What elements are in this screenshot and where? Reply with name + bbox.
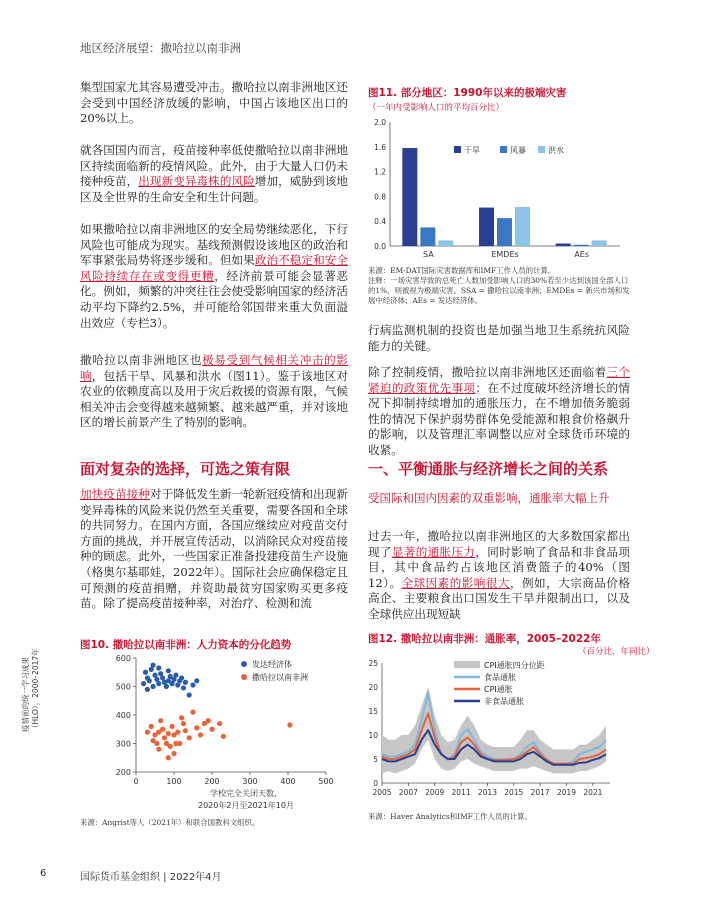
fig12-legend-iqr: CPI通胀四分位距 <box>484 661 545 670</box>
fig12-y-tick-label: 25 <box>368 659 378 668</box>
fig10-legend-marker-ssa <box>241 674 247 680</box>
fig10-x-tick-label: 100 <box>166 777 182 786</box>
fig10-source: 来源：Angrist等人（2021年）和联合国教科文组织。 <box>80 818 260 827</box>
fig10-point <box>166 731 171 736</box>
fig10-y-tick-label: 300 <box>115 739 131 749</box>
p5-text-b: 对于降低发生新一轮新冠疫情和出现新变异毒株的风险来说仍然至关重要，需要各国和全球的共同努力。在国内方面，各国应继续应对疫苗交付方面的挑战，并开展宣传活动，以消除民众对疫苗接种的顾虑。此外，一些国家正准备投建疫苗生产设施（格奥尔基耶娃，2022年）。国际社会应确保稳定且可预测的疫苗捐赠，并资助最贫穷国家购买更多疫苗。除了提高疫苗接种率，对治疗、检测和流 <box>80 487 348 611</box>
fig10-point <box>194 725 199 730</box>
left-paragraph-2 <box>80 143 348 205</box>
fig11-bar <box>497 218 512 246</box>
fig10-y-tick-label: 600 <box>115 654 131 663</box>
p3-highlight: 政治不稳定和安全风险持续存在或变得更糟 <box>80 253 348 283</box>
fig11-bar <box>592 240 607 246</box>
fig10-y-tick-label: 400 <box>115 711 131 720</box>
fig10-point <box>198 732 203 737</box>
right-paragraph-2 <box>368 365 630 459</box>
fig11-category-label: SA <box>422 250 434 259</box>
p3-text-c: ，经济前景可能会显著恶化。例如，频繁的冲突往往会使受影响国家的经济活动平均下降约2.5%，并可能给邻国带来重大负面溢出效应（专栏3）。 <box>80 268 348 330</box>
fig10-ylabel-1: 疫情前的统一学习成果 <box>21 657 30 732</box>
left-paragraph-5 <box>80 487 348 612</box>
fig10-point <box>183 728 188 733</box>
fig11-bar <box>438 240 453 246</box>
fig10-xlabel-1: 学校完全关闭天数， <box>210 789 282 798</box>
p4-text-c: ，包括干旱、风暴和洪水（图11）。鉴于该地区对农业的依赖度高以及用于灾后救援的资源有限，气候相关冲击会变得越来越频繁、越来越严重，并对该地区的增长前景产生了特别的影响。 <box>80 368 348 430</box>
right-paragraph-1: 行病监测机制的投资也是加强当地卫生系统抗风险能力的关键。 <box>368 323 630 353</box>
fig10-legend-ssa: 撒哈拉以南非洲 <box>252 673 308 682</box>
fig10-point <box>156 747 161 752</box>
fig10-chart <box>21 648 362 815</box>
fig10-point <box>173 673 178 678</box>
fig11-legend-marker-drought <box>454 146 461 153</box>
fig11-y-tick-label: 0.4 <box>374 217 386 227</box>
fig10-point <box>156 681 161 686</box>
fig10-point <box>143 670 148 675</box>
fig10-point <box>147 678 152 683</box>
fig10-y-tick-label: 500 <box>115 682 131 692</box>
fig11-bar <box>556 244 571 246</box>
right-subheading: 受国际和国内因素的双重影响，通胀率大幅上升 <box>368 491 610 505</box>
p2-text-a: 就各国国内而言，疫苗接种率低使撒哈拉以南非洲地区持续面临新的疫情风险。此外，由于大量人口仍未接种疫苗， <box>80 143 348 189</box>
fig10-point <box>175 730 180 735</box>
fig11-legend-marker-flood <box>538 146 545 153</box>
fig10-point <box>141 681 146 686</box>
fig12-y-tick-label: 20 <box>368 683 378 692</box>
fig11-legend-flood: 洪水 <box>548 146 564 155</box>
fig12-legend-food: 食品通胀 <box>484 673 516 682</box>
fig10-point <box>187 692 192 697</box>
fig10-y-tick-label: 200 <box>115 768 131 777</box>
fig11-legend-storm: 风暴 <box>510 146 526 155</box>
fig10-point <box>209 727 214 732</box>
fig10-point <box>190 682 195 687</box>
fig11-bar <box>515 207 530 246</box>
fig10-title: 图10. 撒哈拉以南非洲：人力资本的分化趋势 <box>80 639 292 651</box>
fig12-x-tick-label: 2005 <box>372 788 392 797</box>
fig12-x-tick-label: 2015 <box>504 788 524 797</box>
fig10-legend-ae: 发达经济体 <box>252 660 292 669</box>
p2-highlight: 出现新变异毒株的风险 <box>138 174 255 189</box>
fig11-category-label: EMDEs <box>491 250 519 259</box>
rp3-text-a: 过去一年，撒哈拉以南非洲地区的大多数国家都出现了 <box>368 529 630 559</box>
rp2-highlight: 三个紧迫的政策优先事项 <box>368 365 630 395</box>
fig12-y-tick-label: 5 <box>373 755 378 764</box>
fig10-x-tick-label: 200 <box>204 777 220 786</box>
p4-text-a: 撒哈拉以南非洲地区也 <box>80 353 203 367</box>
p2-text-c: 增加，威胁到该地区及全世界的生命安全和生计问题。 <box>80 174 348 204</box>
fig12-title: 图12. 撒哈拉以南非洲：通胀率，2005–2022年 <box>368 633 601 645</box>
fig11-y-tick-label: 0.0 <box>374 242 386 251</box>
fig10-point <box>151 663 156 668</box>
fig10-point <box>171 751 176 756</box>
p3-text-a: 如果撒哈拉以南非洲地区的安全局势继续恶化，下行风险也可能成为现实。基线预测假设该地区的政治和军事紧张局势将逐步缓和。但如果 <box>80 222 348 268</box>
fig10-point <box>181 685 186 690</box>
fig12-y-tick-label: 0 <box>373 779 378 788</box>
fig10-point <box>183 680 188 685</box>
fig11-category-label: AEs <box>574 250 590 259</box>
left-paragraph-1: 集型国家尤其容易遭受冲击。撒哈拉以南非洲地区还会受到中国经济放缓的影响，中国占该地区出口的20%以上。 <box>80 80 348 126</box>
fig12-x-tick-label: 2013 <box>477 788 497 797</box>
fig12-y-tick-label: 15 <box>368 707 378 716</box>
fig12-x-tick-label: 2019 <box>556 788 577 797</box>
fig10-point <box>160 727 165 732</box>
left-paragraph-4 <box>80 353 348 431</box>
fig10-point <box>179 675 184 680</box>
fig10-point <box>170 724 175 729</box>
fig10-point <box>164 684 169 689</box>
fig10-legend-marker-ae <box>241 661 247 667</box>
fig11-y-tick-label: 1.6 <box>374 142 386 152</box>
fig10-point <box>187 735 192 740</box>
fig10-ylabel-2: （HLO），2000–2017年 <box>31 648 40 732</box>
p4-highlight: 极易受到气候相关冲击的影响 <box>80 353 348 383</box>
p5-highlight: 加快疫苗接种 <box>80 487 150 501</box>
rp2-text-a: 除了控制疫情，撒哈拉以南非洲地区还面临着 <box>368 365 607 379</box>
fig11-bar <box>420 227 435 246</box>
fig10-point <box>156 665 161 670</box>
fig10-x-tick-label: 300 <box>242 777 258 786</box>
fig11-note: 注释：一场灾害导致的总死亡人数加受影响人口的30%若至少达到该国全部人口的1%，则被视为极端灾害。SSA = 撒哈拉以南非洲；EMDEs = 新兴市场和发展中经济体；AEs = 发达经济体。 <box>368 276 630 305</box>
rp3-text-e: ，例如，大宗商品价格高企、主要粮食出口国发生干旱并限制出口，以及全球供应出现短缺 <box>368 575 630 621</box>
left-paragraph-3 <box>80 222 348 331</box>
fig10-point <box>190 710 195 715</box>
fig11-subtitle: （一年内受影响人口的平均百分比） <box>368 103 505 113</box>
fig11-bar <box>574 245 589 246</box>
footer-text: 国际货币基金组织 | 2022年4月 <box>80 872 222 883</box>
fig12-chart <box>362 655 632 810</box>
rp3-highlight-1: 显著的通胀压力 <box>391 544 476 559</box>
fig10-point <box>168 744 173 749</box>
fig11-bars <box>402 148 606 246</box>
fig12-y-tick-label: 10 <box>368 731 378 740</box>
page-header-title: 地区经济展望：撒哈拉以南非洲 <box>80 41 241 55</box>
fig10-point <box>179 715 184 720</box>
fig10-point <box>206 718 211 723</box>
fig10-point <box>166 668 171 673</box>
fig10-point <box>181 721 186 726</box>
fig11-y-tick-label: 2.0 <box>374 118 386 127</box>
fig12-subtitle: （百分比，年同比） <box>578 647 655 657</box>
fig10-point <box>166 755 171 760</box>
fig11-legend-marker-storm <box>500 146 507 153</box>
fig12-legend-nonfood: 非食品通胀 <box>484 697 524 706</box>
fig11-title: 图11. 部分地区：1990年以来的极端灾害 <box>368 87 567 99</box>
fig11-y-tick-label: 0.8 <box>374 192 386 202</box>
fig10-x-tick-label: 500 <box>318 777 334 786</box>
fig11-y-tick-label: 1.2 <box>374 167 386 177</box>
fig10-x-tick-label: 400 <box>280 777 296 786</box>
right-section-heading: 一、平衡通胀与经济增长之间的关系 <box>368 460 609 478</box>
rp3-highlight-2: 全球因素的影响很大 <box>401 575 510 590</box>
footer-page-number: 6 <box>40 868 47 879</box>
fig11-chart <box>362 112 632 264</box>
fig10-point <box>154 741 159 746</box>
fig10-point <box>149 724 154 729</box>
fig10-point <box>162 735 167 740</box>
fig10-point <box>177 741 182 746</box>
fig10-point <box>151 684 156 689</box>
fig12-x-tick-label: 2021 <box>583 788 603 797</box>
fig12-x-tick-label: 2009 <box>425 788 445 797</box>
fig11-bar <box>402 148 417 246</box>
fig12-source: 来源：Haver Analytics和IMF工作人员的计算。 <box>368 812 532 821</box>
fig10-point <box>217 721 222 726</box>
fig11-source: 来源：EM-DAT国际灾害数据库和IMF工作人员的计算。 <box>368 266 556 275</box>
fig12-x-tick-label: 2017 <box>530 788 550 797</box>
fig10-xlabel-2: 2020年2月至2021年10月 <box>198 801 294 810</box>
fig12-legend-cpi: CPI通胀 <box>484 685 513 694</box>
fig10-point <box>145 730 150 735</box>
fig10-point <box>221 734 226 739</box>
fig11-legend-drought: 干旱 <box>464 146 480 155</box>
right-paragraph-3 <box>368 529 630 623</box>
left-section-heading: 面对复杂的选择，可选之策有限 <box>80 460 291 478</box>
fig10-point <box>287 722 292 727</box>
fig10-point <box>158 718 163 723</box>
fig10-point <box>145 687 150 692</box>
fig11-bar <box>479 208 494 246</box>
fig12-x-tick-label: 2007 <box>398 788 418 797</box>
fig10-x-tick-label: 0 <box>133 777 139 786</box>
rp3-text-c: ，同时影响了食品和非食品项目，其中食品约占该地区消费篮子的40%（图12）。 <box>368 544 630 590</box>
rp2-text-c: ：在不过度破坏经济增长的情况下抑制持续增加的通胀压力，在不增加债务脆弱性的情况下保护弱势群体免受能源和粮食价格飙升的影响，以及管理汇率调整以应对全球货币环境的收紧。 <box>368 380 630 457</box>
fig10-point <box>194 678 199 683</box>
fig12-x-tick-label: 2011 <box>451 788 471 797</box>
fig12-legend-marker-iqr <box>454 661 480 668</box>
